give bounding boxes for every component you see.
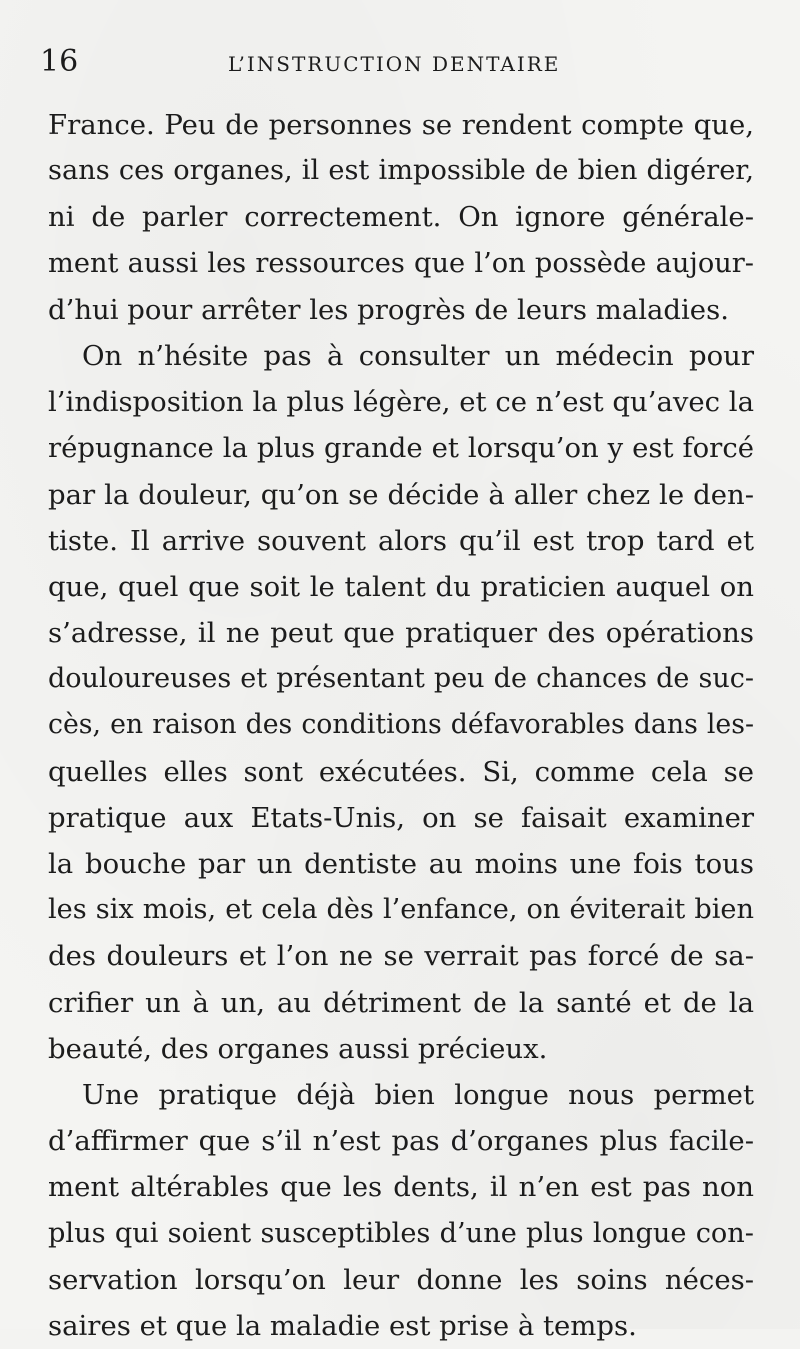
text-line: sans ces organes, il est impossible de bien digérer, <box>48 155 754 187</box>
text-line-indented: On n’hésite pas à consulter un médecin pour <box>82 339 754 372</box>
text-line: les six mois, et cela dès l’enfance, on éviterait bien <box>48 894 754 926</box>
text-line: la bouche par un dentiste au moins une fois tous <box>48 848 754 880</box>
text-line: des douleurs et l’on ne se verrait pas forcé de sa- <box>48 940 754 973</box>
text-line: douloureuses et présentant peu de chances de suc- <box>48 663 754 695</box>
text-line: cès, en raison des conditions défavorables dans les- <box>48 709 754 741</box>
page-number: 16 <box>40 44 79 79</box>
text-line: ment altérables que les dents, il n’en est pas non <box>48 1171 754 1204</box>
text-line: crifier un à un, au détriment de la santé et de la <box>48 986 754 1019</box>
text-line: d’hui pour arrêter les progrès de leurs maladies. <box>48 293 729 326</box>
running-head <box>40 44 760 80</box>
text-line: plus qui soient susceptibles d’une plus longue con- <box>48 1217 754 1249</box>
text-line: saires et que la maladie est prise à temps. <box>48 1309 637 1342</box>
text-line: servation lorsqu’on leur donne les soins néces- <box>48 1263 754 1296</box>
text-line: pratique aux Etats-Unis, on se faisait examiner <box>48 801 754 834</box>
text-line: l’indisposition la plus légère, et ce n’est qu’avec la <box>48 386 754 419</box>
text-line: beauté, des organes aussi précieux. <box>48 1032 548 1065</box>
body-text <box>48 102 754 1349</box>
text-line: ment aussi les ressources que l’on possède aujour- <box>48 247 754 279</box>
text-line: d’affirmer que s’il n’est pas d’organes plus facile- <box>48 1125 754 1158</box>
text-line: que, quel que soit le talent du praticien auquel on <box>48 570 754 603</box>
text-line: France. Peu de personnes se rendent compte que, <box>48 109 754 141</box>
text-line-indented: Une pratique déjà bien longue nous permet <box>82 1078 754 1111</box>
text-line: s’adresse, il ne peut que pratiquer des opérations <box>48 617 754 650</box>
text-line: tiste. Il arrive souvent alors qu’il est trop tard et <box>48 524 754 557</box>
text-line: par la douleur, qu’on se décide à aller chez le den- <box>48 478 754 511</box>
text-line: répugnance la plus grande et lorsqu’on y est forcé <box>48 432 754 465</box>
text-line: ni de parler correctement. On ignore générale- <box>48 201 754 234</box>
text-line: quelles elles sont exécutées. Si, comme cela se <box>48 755 754 788</box>
running-title: L’INSTRUCTION DENTAIRE <box>228 52 561 76</box>
